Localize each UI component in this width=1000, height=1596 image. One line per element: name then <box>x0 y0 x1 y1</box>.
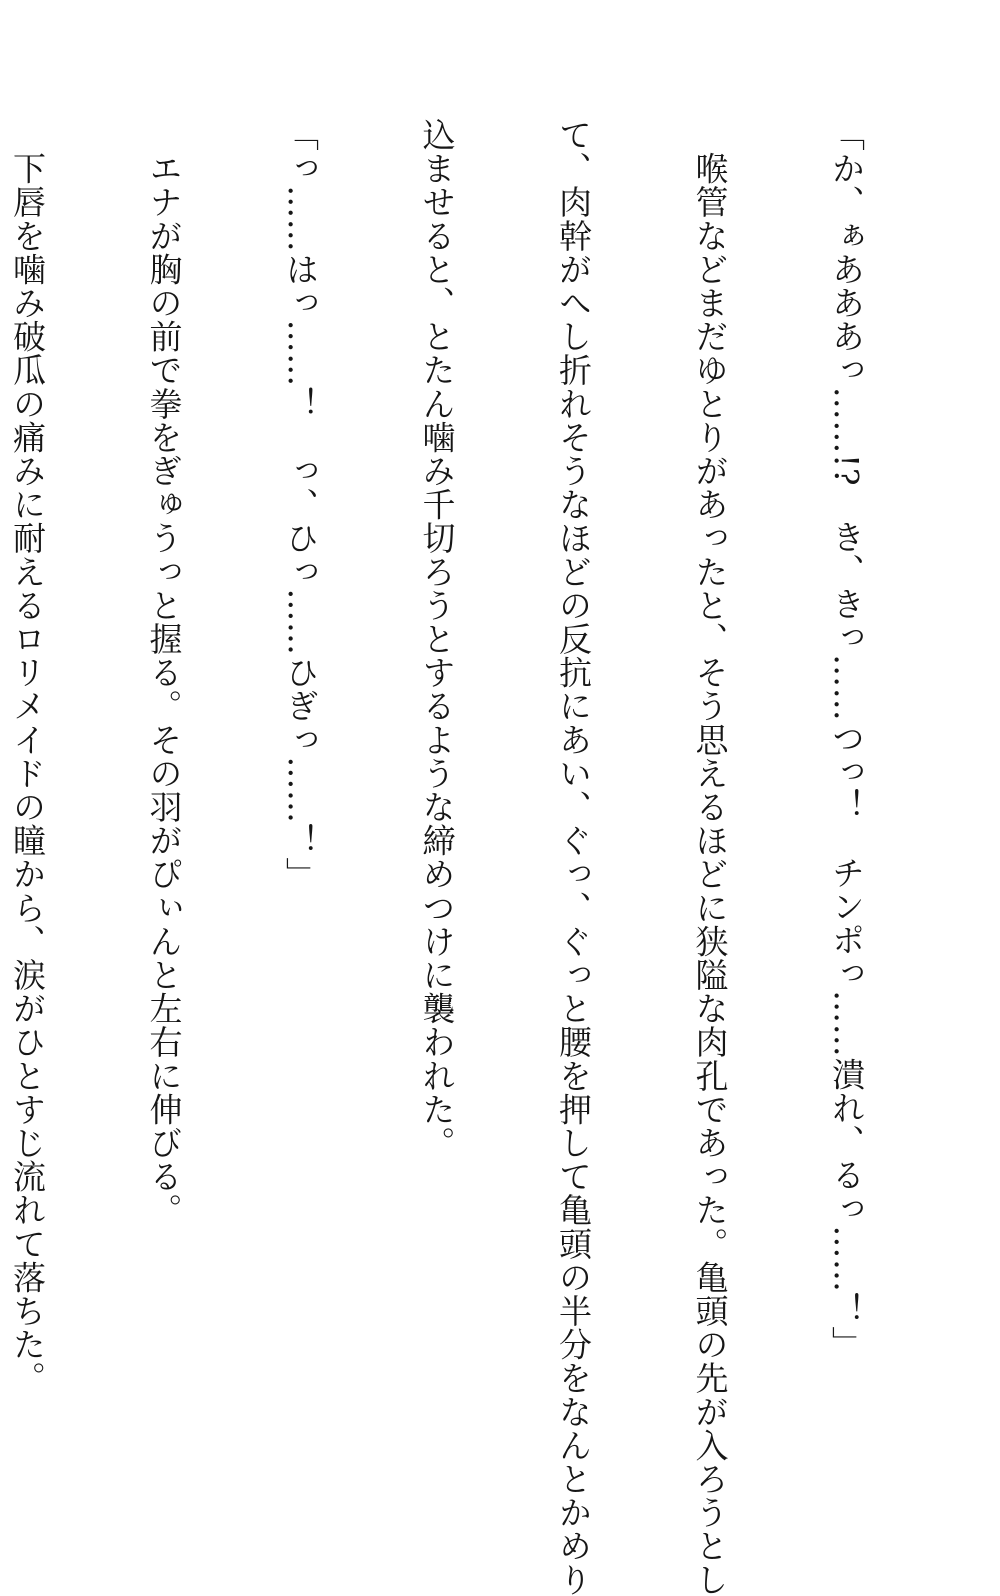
text-line: 込ませると、とたん噛み千切ろうとするような締めつけに襲われた。 <box>417 118 457 1160</box>
text-line: エナが胸の前で拳をぎゅうっと握る。その羽がぴぃんと左右に伸びる。 <box>144 118 184 1227</box>
text-line: 「か、ぁあああっ……!? き、きっ……つっ！ チンポっ……潰れ、るっ……！」 <box>827 118 866 1360</box>
vertical-text-body <box>8 118 960 1596</box>
text-line: 喉管などまだゆとりがあったと、そう思えるほどに狭隘な肉孔であった。亀頭の先が入ろうとし <box>690 118 730 1596</box>
text-line: 下唇を噛み破瓜の痛みに耐えるロリメイドの瞳から、涙がひとすじ流れて落ちた。 <box>8 118 47 1395</box>
text-line: て、肉幹がへし折れそうなほどの反抗にあい、ぐっ、ぐっと腰を押して亀頭の半分をなんとかめり <box>554 118 593 1596</box>
text-line: 「っ……はっ……！ っ、ひっ……ひぎっ……！」 <box>281 118 320 891</box>
